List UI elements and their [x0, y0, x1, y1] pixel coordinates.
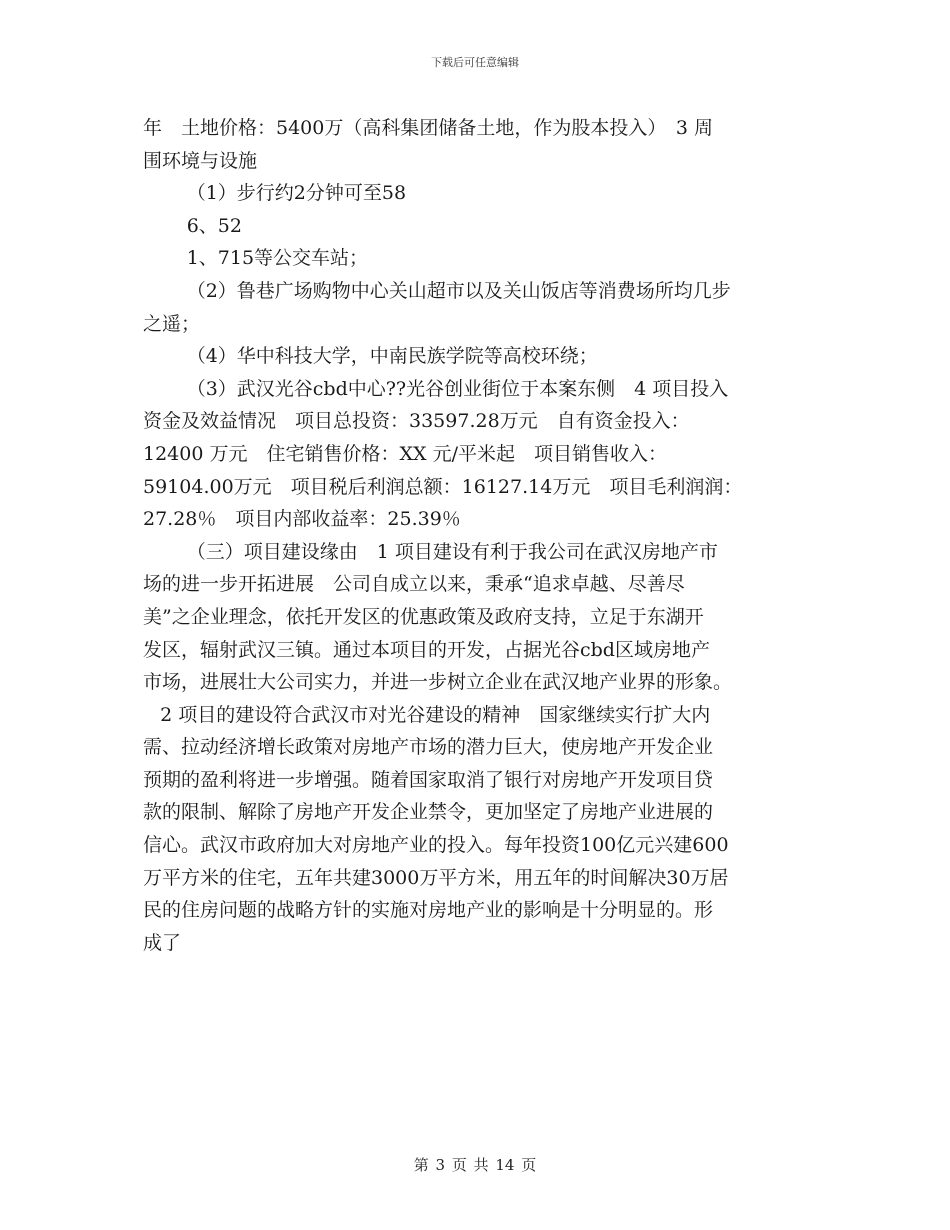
page-number-footer: 第 3 页 共 14 页 [413, 1156, 537, 1174]
text-line: （4）华中科技大学，中南民族学院等高校环绕； [186, 345, 598, 368]
text-line: 59104.00万元 项目税后利润总额：16127.14万元 项目毛利润润： [143, 475, 743, 498]
text-line: 款的限制、解除了房地产开发企业禁令，更加坚定了房地产业进展的 [143, 801, 714, 824]
text-line: （1）步行约2分钟可至58 [186, 182, 407, 205]
text-line: （3）武汉光谷cbd中心??光谷创业街位于本案东侧 4 项目投入 [186, 377, 729, 400]
text-line: （三）项目建设缘由 1 项目建设有利于我公司在武汉房地产市 [186, 540, 718, 563]
text-line: 27.28％ 项目内部收益率：25.39％ [143, 508, 461, 531]
text-line: 年 土地价格：5400万（高科集团储备土地，作为股本投入） 3 周 [143, 117, 713, 139]
document-body [143, 112, 808, 959]
text-line: 之遥； [143, 312, 201, 335]
text-line: 6、52 [186, 214, 242, 237]
text-line: 1、715等公交车站； [186, 247, 369, 270]
page-header: 下载后可任意编辑 [431, 56, 519, 69]
text-line: 围环境与设施 [143, 149, 258, 172]
text-line: 万平方米的住宅，五年共建3000万平方米，用五年的时间解决30万居 [143, 866, 729, 889]
text-line: 信心。武汉市政府加大对房地产业的投入。每年投资100亿元兴建600 [143, 834, 729, 857]
text-line: 场的进一步开拓进展 公司自成立以来，秉承“追求卓越、尽善尽 [143, 573, 685, 596]
text-line: 市场，进展壮大公司实力，并进一步树立企业在武汉地产业界的形象。 [143, 671, 733, 694]
text-line: 民的住房问题的战略方针的实施对房地产业的影响是十分明显的。形 [143, 899, 714, 922]
text-line: 成了 [143, 931, 182, 954]
text-line: 需、拉动经济增长政策对房地产市场的潜力巨大，使房地产开发企业 [143, 736, 714, 759]
text-line: 发区，辐射武汉三镇。通过本项目的开发，占据光谷cbd区域房地产 [143, 638, 710, 661]
text-line: （2）鲁巷广场购物中心关山超市以及关山饭店等消费场所均几步 [186, 279, 731, 302]
text-line: 12400 万元 住宅销售价格：XX 元/平米起 项目销售收入： [143, 442, 667, 465]
text-line: 2 项目的建设符合武汉市对光谷建设的精神 国家继续实行扩大内 [160, 703, 711, 726]
text-line: 资金及效益情况 项目总投资：33597.28万元 自有资金投入： [143, 410, 690, 433]
text-line: 美”之企业理念，依托开发区的优惠政策及政府支持，立足于东湖开 [143, 605, 704, 628]
text-line: 预期的盈利将进一步增强。随着国家取消了银行对房地产开发项目贷 [143, 768, 714, 791]
